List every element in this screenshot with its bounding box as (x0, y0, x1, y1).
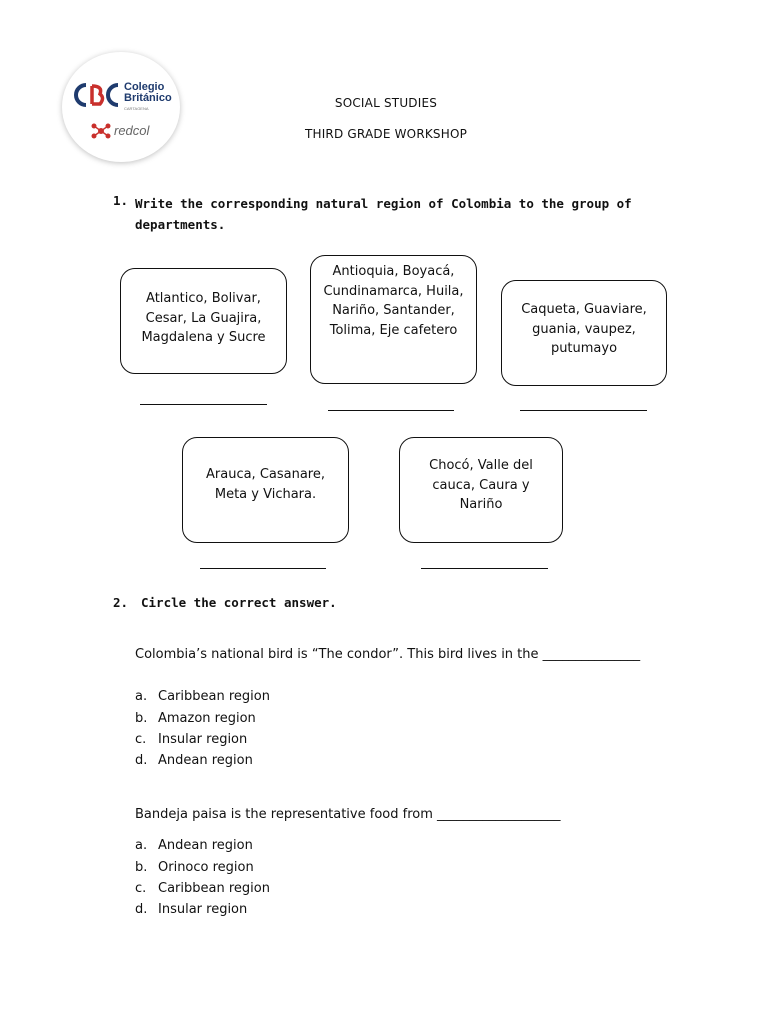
item-1-option-c[interactable] (135, 732, 247, 747)
option-letter: b. (135, 711, 148, 726)
option-text: Andean region (158, 753, 253, 768)
option-letter: d. (135, 753, 148, 768)
departments-box-1-text: Atlantico, Bolivar, Cesar, La Guajira, Magdalena y Sucre (141, 291, 266, 345)
departments-box-2-text: Antioquia, Boyacá, Cundinamarca, Huila, Nariño, Santander, Tolima, Eje cafetero (323, 264, 464, 338)
option-letter: c. (135, 732, 147, 747)
redcol-label: redcol (114, 123, 150, 138)
option-letter: a. (135, 838, 148, 853)
question-1-number: 1. (113, 193, 129, 208)
workshop-title: THIRD GRADE WORKSHOP (304, 127, 468, 141)
answer-line-4[interactable] (200, 568, 326, 569)
option-letter: a. (135, 689, 148, 704)
subject-title: SOCIAL STUDIES (334, 96, 438, 110)
option-text: Orinoco region (158, 860, 254, 875)
departments-box-1 (120, 268, 287, 374)
departments-box-4 (182, 437, 349, 543)
item-2-sentence: Bandeja paisa is the representative food from ___________________ (135, 807, 561, 822)
departments-box-4-text: Arauca, Casanare, Meta y Vichara. (206, 467, 325, 502)
item-1-option-a[interactable] (135, 689, 270, 704)
item-2-option-c[interactable] (135, 881, 270, 896)
answer-line-5[interactable] (421, 568, 548, 569)
option-letter: c. (135, 881, 147, 896)
option-text: Caribbean region (158, 689, 270, 704)
question-1-prompt: Write the corresponding natural region of Colombia to the group of departments. (135, 196, 632, 232)
option-text: Andean region (158, 838, 253, 853)
item-1-sentence: Colombia’s national bird is “The condor”. This bird lives in the _______________ (135, 647, 641, 662)
item-2-option-a[interactable] (135, 838, 253, 853)
departments-box-3 (501, 280, 667, 386)
school-tagline: CARTAGENA (124, 106, 149, 111)
school-name: Colegio Británico (124, 81, 172, 104)
answer-line-3[interactable] (520, 410, 647, 411)
question-2-prompt: Circle the correct answer. (141, 595, 337, 610)
option-text: Insular region (158, 902, 248, 917)
departments-box-2 (310, 255, 477, 384)
answer-line-1[interactable] (140, 404, 267, 405)
item-2-option-b[interactable] (135, 860, 254, 875)
item-1-option-d[interactable] (135, 753, 253, 768)
item-1-option-b[interactable] (135, 711, 256, 726)
departments-box-5-text: Chocó, Valle del cauca, Caura y Nariño (429, 458, 533, 512)
item-2-option-d[interactable] (135, 902, 247, 917)
option-text: Insular region (158, 732, 248, 747)
answer-line-2[interactable] (328, 410, 454, 411)
option-text: Amazon region (158, 711, 256, 726)
departments-box-5 (399, 437, 563, 543)
question-2-number: 2. (113, 595, 129, 610)
option-text: Caribbean region (158, 881, 270, 896)
option-letter: b. (135, 860, 148, 875)
departments-box-3-text: Caqueta, Guaviare, guania, vaupez, putumayo (521, 302, 647, 356)
option-letter: d. (135, 902, 148, 917)
